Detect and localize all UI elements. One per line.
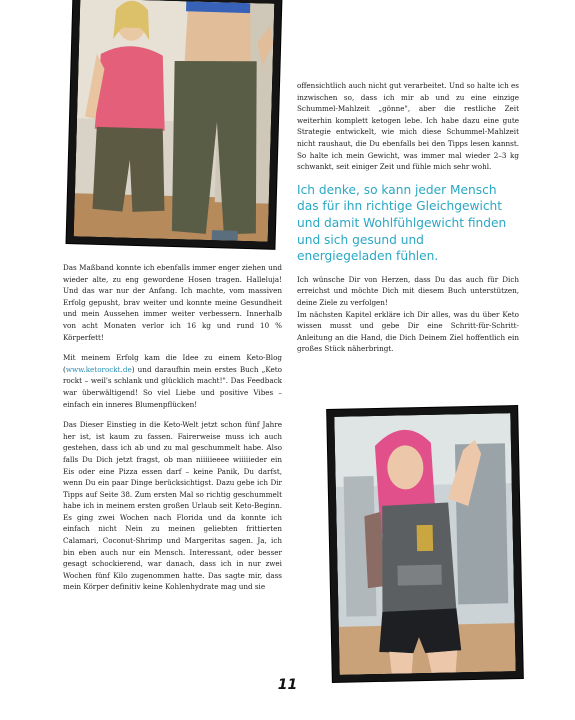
paragraph-blog — [63, 352, 282, 410]
ketorockt-link[interactable]: www.ketorockt.de — [65, 364, 132, 374]
blog-text-before: Mit meinem Erfolg kam die Idee zu einem Keto-Blog ( — [63, 353, 282, 374]
blog-text-after: ) und daraufhin mein erstes Buch „Keto rockt – weil's schlank und glücklich macht!". Das Feedback war überwältigend! So viel Liebe und positive Vibes – einfach ein inneres Blumenpflücken! — [63, 364, 282, 409]
page-number: 11 — [277, 677, 298, 693]
paragraph-next-chapter: Im nächsten Kapitel erkläre ich Dir alles, was du über Keto wissen musst und gebe Dir eine Schritt-für-Schritt-Anleitung an die Hand, die Dich Deinem Ziel hoffentlich ein großes Stück näherbringt. — [297, 309, 519, 354]
before-after-photo — [67, 0, 282, 249]
gym-selfie-illustration — [334, 413, 515, 675]
paragraph-wishes: Ich wünsche Dir von Herzen, dass Du das auch für Dich erreichst und möchte Dich mit diesem Buch unterstützen, deine Ziele zu verfolgen! — [297, 274, 519, 307]
paragraph-keto-entry: Das Dieser Einstieg in die Keto-Welt jetzt schon fünf Jahre her ist, ist kaum zu fassen. Fairerweise muss ich auch gestehen, dass ich ab und zu mal geschummelt habe. Also falls Du Dich jetzt fragst, ob man niiiiieeee wiiiiieder ein Eis oder eine Pizza essen darf – keine Panik, Du darfst, wenn Du ein paar Dinge berücksichtigst. Dazu gebe ich Dir Tipps auf Seite 38. Zum ersten Mal so richtig geschummelt habe ich in meinem ersten großen Urlaub seit Keto-Beginn. Es ging zwei Wochen nach Florida und da konnte ich einfach nicht Nein zu meinen geliebten frittierten Calamari, Coconut-Shrimp und Margeritas sagen. Ja, ich bin eben auch nur ein Mensch. Interessant, oder besser gesagt schockierend, war danach, dass ich in nur zwei Wochen fünf Kilo zugenommen hatte. Das sagte mir, dass mein Körper definitiv keine Kohlenhydrate mag und sie — [63, 420, 282, 592]
left-text-column — [63, 262, 282, 602]
gym-selfie-photo — [327, 406, 523, 682]
right-text-column — [297, 80, 519, 355]
paragraph-measuring-tape: Das Maßband konnte ich ebenfalls immer enger ziehen und wieder alte, zu eng gewordene Hosen tragen. Halleluja! Und das war nur der Anfang. Ich machte, vom massiven Erfolg gepusht, brav weiter und konnte meine Gesundheit und mein Aussehen immer weiter verbessern. Innerhalb von acht Monaten verlor ich 16 kg und rund 10 % Körperfett! — [63, 263, 282, 342]
before-after-illustration — [74, 0, 275, 242]
pull-quote: Ich denke, so kann jeder Mensch das für ihn richtige Gleichgewicht und damit Wohlfühlgewicht finden und sich gesund und energiegeladen fühlen. — [297, 182, 507, 264]
paragraph-cheat-meal: offensichtlich auch nicht gut verarbeitet. Und so halte ich es inzwischen so, dass ich mir ab und zu eine einzige Schummel-Mahlzeit „gönne", aber die restliche Zeit weiterhin komplett ketogen lebe. Ich habe dazu eine gute Strategie entwickelt, wie mich diese Schummel-Mahlzeit nicht raushaut, die Du ebenfalls bei den Tipps lesen kannst. So halte ich mein Gewicht, was immer mal wieder 2–3 kg schwankt, seit einiger Zeit und fühle mich sehr wohl. — [297, 81, 519, 172]
